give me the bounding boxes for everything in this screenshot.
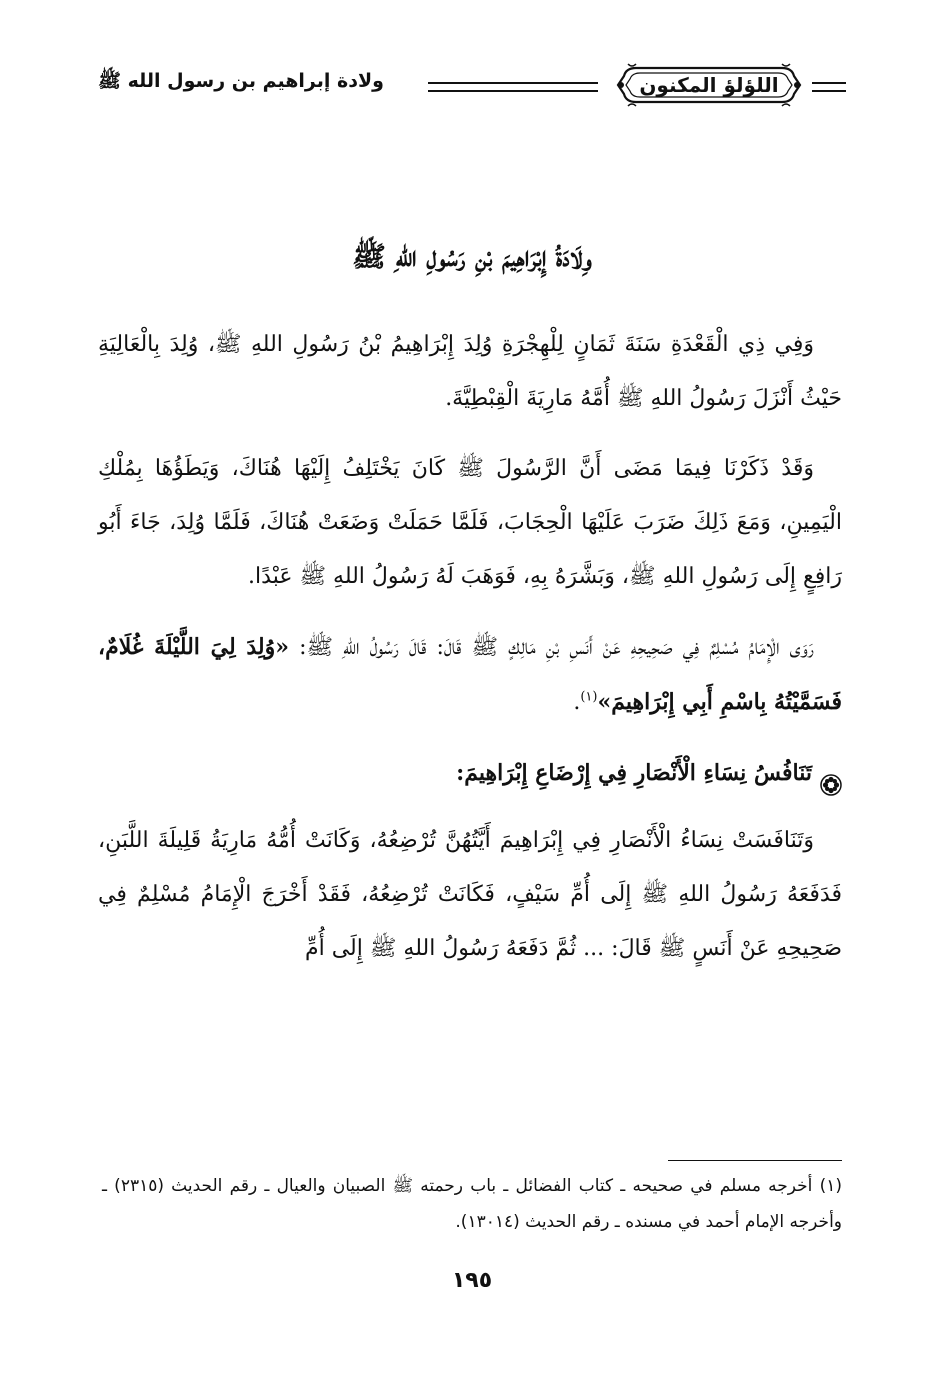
running-header <box>98 56 846 116</box>
page-number: ١٩٥ <box>451 1268 493 1293</box>
hadith-quote: «وُلِدَ لِيَ اللَّيْلَةَ غُلَامٌ، فَسَمَّيْتُهُ بِاسْمِ أَبِي إِبْرَاهِيمَ» <box>98 634 842 715</box>
header-rule-right <box>812 82 846 92</box>
footnotes: (١) أخرجه مسلم في صحيحه ـ كتاب الفضائل ـ باب رحمته ﷺ الصبيان والعيال ـ رقم الحديث (٢٣١٥) ـ وأخرجه الإمام أحمد في مسنده ـ رقم الحديث (١٣٠١٤). <box>102 1176 842 1232</box>
flower-icon <box>820 762 842 784</box>
subheading-text: تَنَافُسُ نِسَاءِ الْأَنْصَارِ فِي إِرْضَاعِ إِبْرَاهِيمَ: <box>456 760 812 786</box>
footnote-separator <box>668 1160 842 1161</box>
ornamental-frame-icon <box>616 60 802 110</box>
paragraph-birth: وَفِي ذِي الْقَعْدَةِ سَنَةَ ثَمَانٍ لِلْهِجْرَةِ وُلِدَ إِبْرَاهِيمُ بْنُ رَسُولِ اللهِ ﷺ، وُلِدَ بِالْعَالِيَةِ حَيْثُ أَنْزَلَ رَسُولُ اللهِ ﷺ أُمَّهُ مَارِيَةَ الْقِبْطِيَّةَ. <box>98 332 842 411</box>
page-title: وِلَادَةُ إِبْرَاهِيمَ بْنِ رَسُولِ اللهِ ﷺ <box>352 240 592 273</box>
paragraph-hadith <box>98 620 842 730</box>
paragraph-background: وَقَدْ ذَكَرْنَا فِيمَا مَضَى أَنَّ الرَّسُولَ ﷺ كَانَ يَخْتَلِفُ إِلَيْهَا هُنَاكَ، وَيَطَؤُهَا بِمُلْكِ الْيَمِينِ، وَمَعَ ذَلِكَ ضَرَبَ عَلَيْهَا الْحِجَابَ، فَلَمَّا حَمَلَتْ وَضَعَتْ هُنَاكَ، فَلَمَّا وُلِدَ، جَاءَ أَبُو رَافِعٍ إِلَى رَسُولِ اللهِ ﷺ، وَبَشَّرَهُ بِهِ، فَوَهَبَ لَهُ رَسُولُ اللهِ ﷺ عَبْدًا. <box>98 456 842 589</box>
main-text <box>98 318 842 992</box>
running-chapter-title: ولادة إبراهيم بن رسول الله ﷺ <box>98 70 384 92</box>
hadith-end: . <box>573 690 581 715</box>
footnote-reference: (١) <box>580 689 598 705</box>
hadith-intro: رَوَى الْإِمَامُ مُسْلِمٌ فِي صَحِيحِهِ عَنْ أَنَسِ بْنِ مَالِكٍ ﷺ قَالَ: قَالَ رَسُولُ اللهِ ﷺ: <box>289 635 815 660</box>
header-rule-middle <box>428 82 598 92</box>
running-book-title: اللؤلؤ المكنون <box>639 73 779 97</box>
section-subheading <box>98 746 842 800</box>
paragraph-nursing: وَتَنَافَسَتْ نِسَاءُ الْأَنْصَارِ فِي إِبْرَاهِيمَ أَيَّتُهُنَّ تُرْضِعُهُ، وَكَانَتْ أُمُّهُ مَارِيَةُ قَلِيلَةَ اللَّبَنِ، فَدَفَعَهُ رَسُولُ اللهِ ﷺ إِلَى أُمِّ سَيْفٍ، فَكَانَتْ تُرْضِعُهُ، فَقَدْ أَخْرَجَ الْإِمَامُ مُسْلِمٌ فِي صَحِيحِهِ عَنْ أَنَسٍ ﷺ قَالَ: ... ثُمَّ دَفَعَهُ رَسُولُ اللهِ ﷺ إِلَى أُمِّ <box>98 828 842 961</box>
